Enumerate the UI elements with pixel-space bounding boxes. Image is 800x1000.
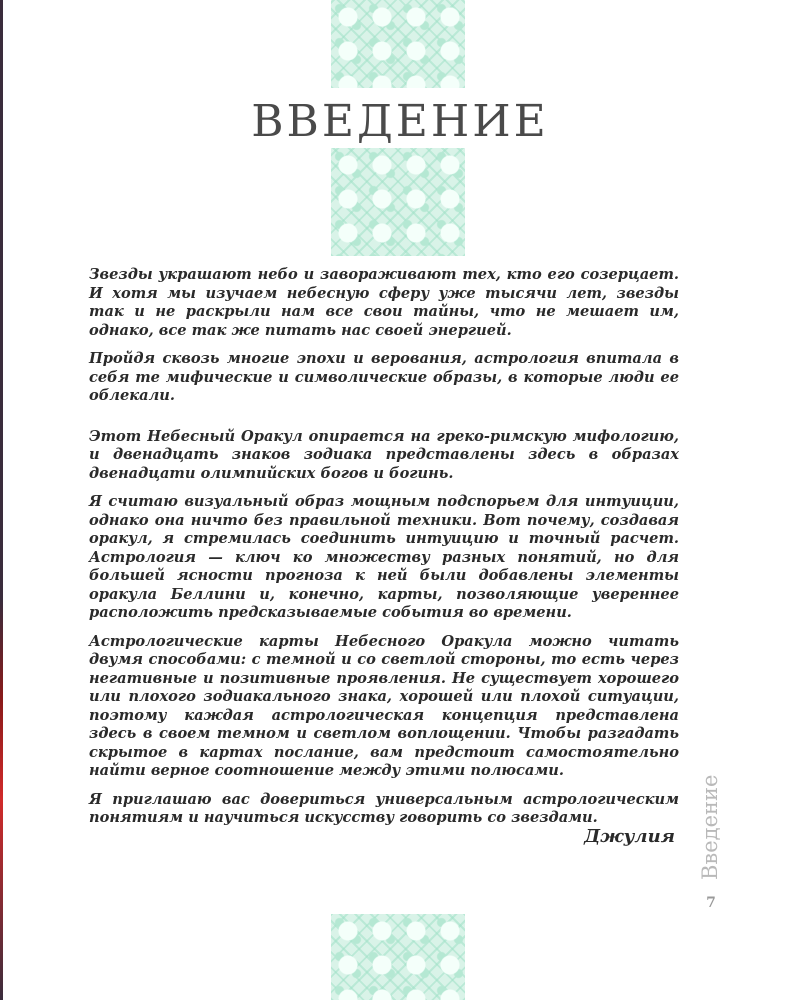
running-head: Введение [698,774,722,880]
page-number: 7 [706,895,716,911]
paragraph: Астрологические карты Небесного Оракула можно читать двумя способами: с темной и со светлой стороны, то есть через негативные и позитивные проявления. Не существует хорошего или плохого зодиакального знака, хорошей или плохой ситуации, поэтому каждая астрологическая концепция представлена здесь в своем темном и светлом воплощении. Чтобы разгадать скрытое в картах послание, вам предстоит самостоятельно найти верное соотношение между этими полюсами. [89,632,679,779]
ornament-top [331,0,465,88]
paragraph: Этот Небесный Оракул опирается на греко-римскую мифологию, и двенадцать знаков зодиака представлены здесь в образах двенадцати олимпийских богов и богинь. [89,427,679,482]
body-text [89,266,679,838]
paragraph: Пройдя сквозь многие эпохи и верования, астрология впитала в себя те мифические и символические образы, в которые люди ее облекали. [89,350,679,404]
page-title: ВВЕДЕНИЕ [251,96,549,147]
paragraph: Я приглашаю вас довериться универсальным астрологическим понятиям и научиться искусству говорить со звездами. [89,790,679,826]
paragraph: Я считаю визуальный образ мощным подспорьем для интуиции, однако она ничто без правильной техники. Вот почему, создавая оракул, я стремилась соединить интуицию и точный расчет. Астрология — ключ ко множеству разных понятий, но для большей ясности прогноза к ней были добавлены элементы оракула Беллини и, конечно, карты, позволяющие увереннее расположить предсказываемые события во времени. [89,493,679,621]
paragraph: Звезды украшают небо и завораживают тех, кто его созерцает. И хотя мы изучаем небесную сферу уже тысячи лет, звезды так и не раскрыли нам все свои тайны, что не мешает им, однако, все так же питать нас своей энергией. [89,266,679,339]
signature: Джулия [584,826,675,847]
ornament-bottom [331,914,465,1000]
ornament-middle [331,148,465,256]
left-page-edge [0,0,3,1000]
